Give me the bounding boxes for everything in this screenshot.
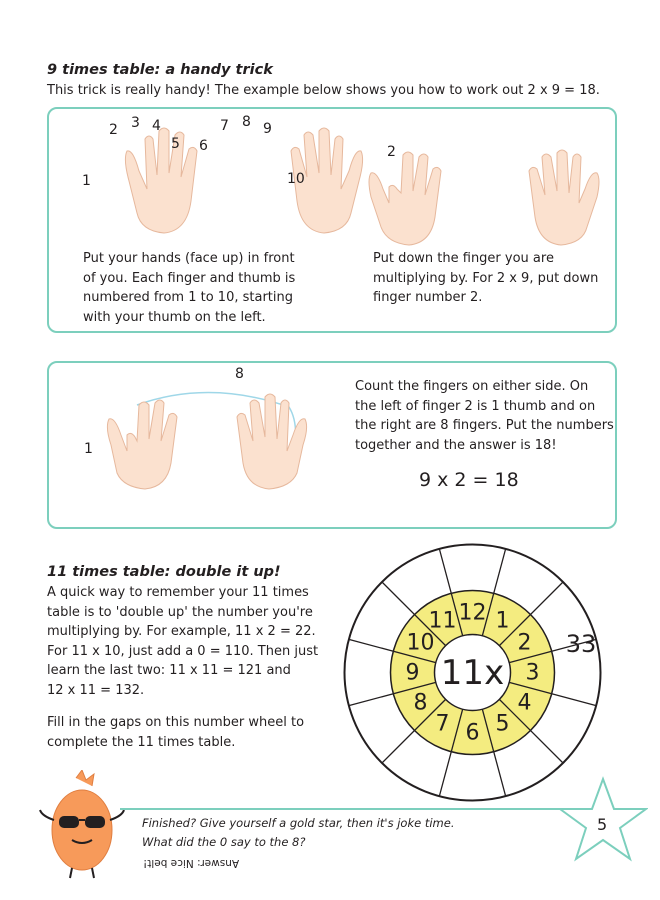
wheel-number-10: 10: [406, 630, 435, 655]
wheel-number-8: 8: [413, 690, 428, 715]
right-count-label: 8: [235, 366, 244, 382]
finger-number-5: 5: [171, 136, 180, 152]
footer-divider: [120, 808, 582, 810]
wheel-number-4: 4: [517, 690, 532, 715]
finger-number-6: 6: [199, 138, 208, 154]
number-wheel: [340, 540, 605, 805]
instruction-panel-2: [47, 361, 617, 529]
footer-joke: Finished? Give yourself a gold star, then it's joke time. What did the 0 say to the 8?: [142, 816, 455, 849]
wheel-number-5: 5: [495, 711, 510, 737]
wheel-number-1: 1: [495, 608, 510, 634]
page-number: 5: [597, 815, 608, 834]
finger-number-3: 3: [131, 115, 140, 131]
wheel-number-2: 2: [517, 630, 532, 655]
section-title-11-times: 11 times table: double it up!: [47, 564, 281, 580]
wheel-number-7: 7: [435, 711, 450, 737]
hands-finger-down-illustration: [359, 147, 609, 247]
finger-number-9: 9: [263, 121, 272, 137]
eleven-times-explanation: A quick way to remember your 11 times table is to 'double up' the number you're multiplying by. For example, 11 x 2 = 22. For 11 x 10, just add a 0 = 110. Then just learn the last two: 11 x 11 = 121 and 12 x 11 = 132.: [47, 585, 319, 698]
wheel-number-12: 12: [458, 600, 487, 625]
wheel-answer-3[interactable]: 33: [565, 630, 597, 658]
counting-hands-illustration: [89, 383, 329, 493]
section-title-9-times: 9 times table: a handy trick: [47, 62, 273, 78]
wheel-number-3: 3: [525, 660, 540, 685]
intro-text: This trick is really handy! The example below shows you how to work out 2 x 9 = 18.: [47, 83, 600, 98]
finger-number-2: 2: [109, 122, 118, 138]
panel3-caption: Count the fingers on either side. On the left of finger 2 is 1 thumb and on the right are 8 fingers. Put the numbers together and the answer is 18!: [355, 379, 614, 453]
wheel-number-9: 9: [405, 660, 420, 685]
finger-number-4: 4: [152, 118, 161, 134]
wheel-number-11: 11: [428, 608, 457, 634]
finger-number-8: 8: [242, 114, 251, 130]
wheel-center-label: 11x: [440, 652, 505, 693]
panel1-caption: Put your hands (face up) in front of you. Each finger and thumb is numbered from 1 to 10, starting with your thumb on the left.: [83, 251, 296, 325]
left-count-label: 1: [84, 441, 93, 457]
open-hands-illustration: [109, 121, 379, 241]
finger-number-10: 10: [287, 171, 305, 187]
equation-result: 9 x 2 = 18: [419, 469, 519, 491]
wheel-number-6: 6: [465, 720, 480, 745]
panel2-caption: Put down the finger you are multiplying by. For 2 x 9, put down finger number 2.: [373, 251, 599, 305]
wheel-instructions: Fill in the gaps on this number wheel to complete the 11 times table.: [47, 715, 305, 750]
finger-number-1: 1: [82, 173, 91, 189]
instruction-panel-1: [47, 107, 617, 333]
joke-answer: Answer: Nice belt!: [143, 857, 240, 869]
panel2-finger-number: 2: [387, 144, 396, 160]
mascot-illustration: [36, 770, 128, 880]
finger-number-7: 7: [220, 118, 229, 134]
